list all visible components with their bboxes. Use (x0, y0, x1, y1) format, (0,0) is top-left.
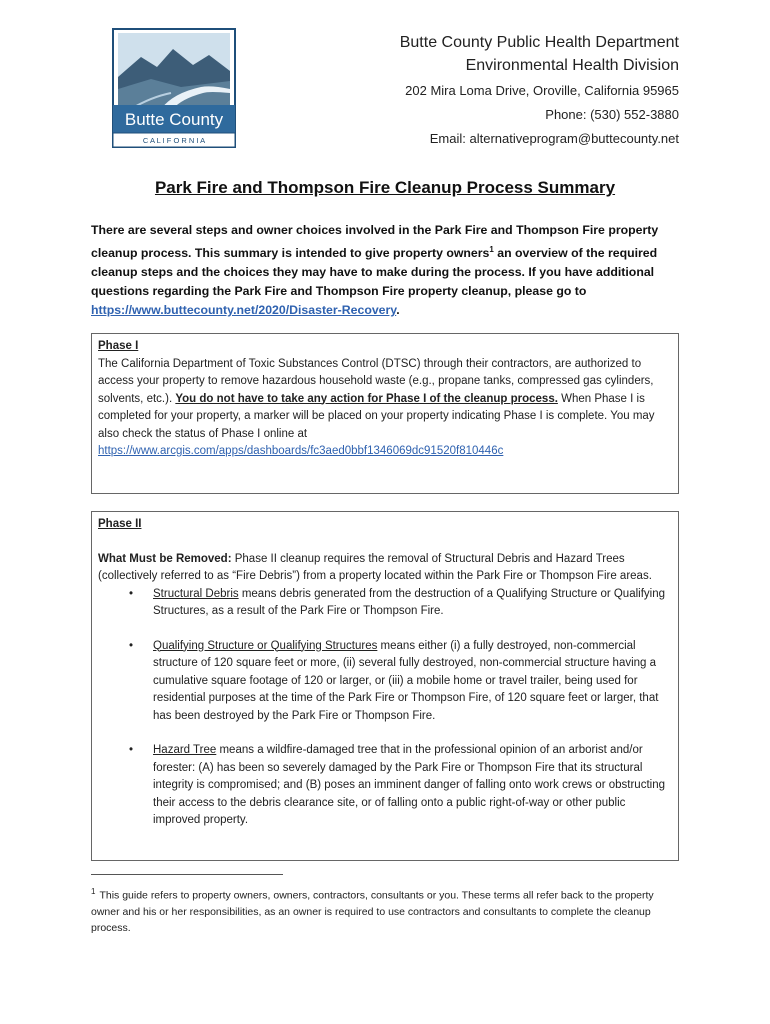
definition-text: means a wildfire-damaged tree that in the professional opinion of an arborist and/or forester: (A) has been so severely damaged by the Park Fire or Thompson Fire that its structural integrity is compromised; and (B) poses an imminent danger of falling onto work crews or obstructing their access to the debris clearance site, or of falling onto a public right-of-way or other public improved property. (153, 744, 665, 826)
footnote-text: This guide refers to property owners, owners, contractors, consultants or you. These terms all refer back to the property owner and his or her responsibilities, as an owner is required to use contractors and consultants to complete the cleanup process. (91, 889, 654, 934)
phase-1-emphasis: You do not have to take any action for Phase I of the cleanup process. (175, 392, 558, 405)
phase-1-status-link[interactable]: https://www.arcgis.com/apps/dashboards/fc3aed0bbf1346069dc91520f810446c (98, 445, 504, 457)
document-title: Park Fire and Thompson Fire Cleanup Process Summary (154, 178, 616, 197)
agency-header (400, 31, 679, 149)
disaster-recovery-link[interactable]: https://www.buttecounty.net/2020/Disaster-Recovery (91, 303, 397, 318)
intro-text-2: an overview of the required cleanup steps and the choices they may have to make during the process. If you have additional questions regarding the Park Fire and Thompson Fire property cleanup, please go to (91, 246, 658, 299)
must-remove-label: What Must be Removed: (98, 552, 232, 565)
must-remove-text: Phase II cleanup requires the removal of Structural Debris and Hazard Trees (collectively referred to as “Fire Debris”) from a property located within the Park Fire or Thompson Fire areas. (98, 552, 652, 582)
phase-2-must-remove (98, 551, 672, 586)
bullet-icon: • (129, 639, 134, 652)
list-item (98, 742, 672, 830)
footnote-number: 1 (91, 887, 96, 896)
intro-text-1: There are several steps and owner choices involved in the Park Fire and Thompson Fire property cleanup process. This summary is intended to give property owners (91, 223, 659, 261)
definition-term: Qualifying Structure or Qualifying Structures (153, 639, 378, 652)
division-name: Environmental Health Division (465, 57, 679, 74)
definition-text: means either (i) a fully destroyed, non-commercial structure of 120 square feet or more, (ii) several fully destroyed, non-commercial structure having a cumulative square footage of 120 or larger, or (iii) a mobile home or travel trailer, being used for residential purposes at the time of the Park Fire or Thompson Fire, of 120 square feet or larger, that has been destroyed by the Park Fire or Thompson Fire. (153, 639, 659, 722)
bullet-icon: • (129, 744, 134, 756)
intro-paragraph (91, 221, 681, 320)
department-name: Butte County Public Health Department (399, 34, 679, 51)
definitions-list (98, 586, 672, 830)
butte-county-logo (111, 27, 237, 149)
email[interactable]: Email: alternativeprogram@buttecounty.net (429, 131, 679, 146)
list-item (98, 638, 672, 726)
phase-1-label: Phase I (98, 340, 139, 352)
logo-graphic (111, 27, 237, 149)
phase-2-label: Phase II (98, 518, 142, 530)
footnote (91, 884, 671, 936)
footnote-ref: 1 (489, 245, 494, 254)
list-item (98, 586, 672, 621)
bullet-icon: • (129, 587, 134, 600)
phone: Phone: (530) 552-3880 (545, 107, 679, 122)
logo-state: C A L I F O R N I A (142, 136, 206, 145)
address: 202 Mira Loma Drive, Oroville, California 95965 (405, 83, 679, 98)
logo-name: Butte County (124, 110, 224, 129)
phase-1-text (98, 356, 672, 444)
phase-1-text-1: The California Department of Toxic Substances Control (DTSC) through their contractors, are authorized to access your property to remove hazardous household waste (e.g., propane tanks, compressed gas cylinders, solvents, etc.). (98, 357, 654, 405)
phase-1-text-2: When Phase I is completed for your property, a marker will be placed on your property indicating Phase I is complete. You may also check the status of Phase I online at (98, 392, 655, 440)
definition-term: Hazard Tree (153, 744, 217, 756)
definition-text: means debris generated from the destruction of a Qualifying Structure or Qualifying Structures, as a result of the Park Fire or Thompson Fire. (153, 587, 665, 617)
definition-term: Structural Debris (153, 587, 239, 600)
footnote-divider (91, 874, 283, 875)
phase-2-box (91, 511, 679, 861)
phase-1-box (91, 333, 679, 494)
intro-end: . (396, 303, 400, 318)
